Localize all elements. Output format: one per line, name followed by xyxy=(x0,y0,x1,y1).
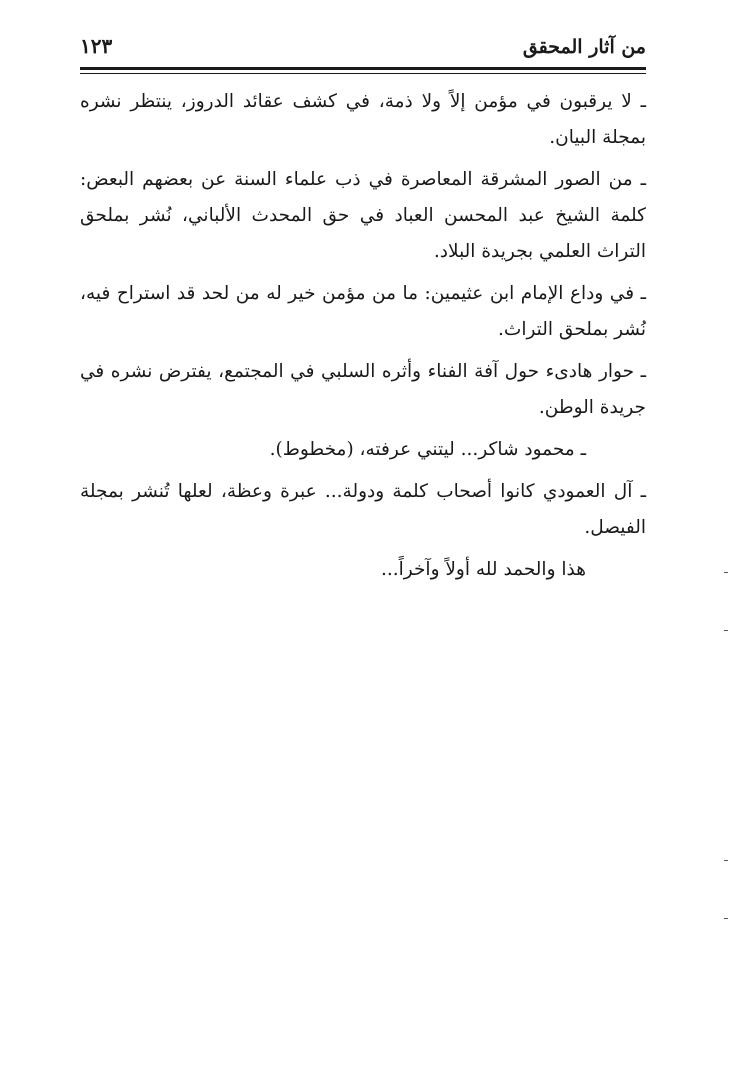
header-rule-thick xyxy=(80,67,646,70)
page-number: ١٢٣ xyxy=(80,34,113,58)
body-text xyxy=(80,84,646,588)
list-item: ـ محمود شاكر... ليتني عرفته، (مخطوط). xyxy=(269,439,586,460)
list-item: ـ من الصور المشرقة المعاصرة في ذب علماء السنة عن بعضهم البعض: كلمة الشيخ عبد المحسن العباد في حق المحدث الألباني، نُشر بملحق التراث العلمي بجريدة البلاد. xyxy=(80,169,646,262)
list-item: ـ لا يرقبون في مؤمن إلاً ولا ذمة، في كشف عقائد الدروز، ينتظر نشره بمجلة البيان. xyxy=(80,91,646,148)
list-item: ـ في وداع الإمام ابن عثيمين: ما من مؤمن خير له من لحد قد استراح فيه، نُشر بملحق التراث. xyxy=(80,283,646,340)
closing-line: هذا والحمد لله أولاً وآخراً... xyxy=(381,559,586,580)
scan-margin-mark xyxy=(724,918,728,919)
scan-margin-mark xyxy=(724,860,728,861)
scan-margin-mark xyxy=(724,630,728,631)
header-rule-thin xyxy=(80,73,646,74)
list-item: ـ آل العمودي كانوا أصحاب كلمة ودولة... عبرة وعظة، لعلها تُنشر بمجلة الفيصل. xyxy=(80,481,646,538)
running-title: من آثار المحقق xyxy=(522,36,646,58)
list-item: ـ حوار هادىء حول آفة الفناء وأثره السلبي في المجتمع، يفترض نشره في جريدة الوطن. xyxy=(80,361,646,418)
page-header xyxy=(80,30,646,70)
scan-margin-mark xyxy=(724,572,728,573)
